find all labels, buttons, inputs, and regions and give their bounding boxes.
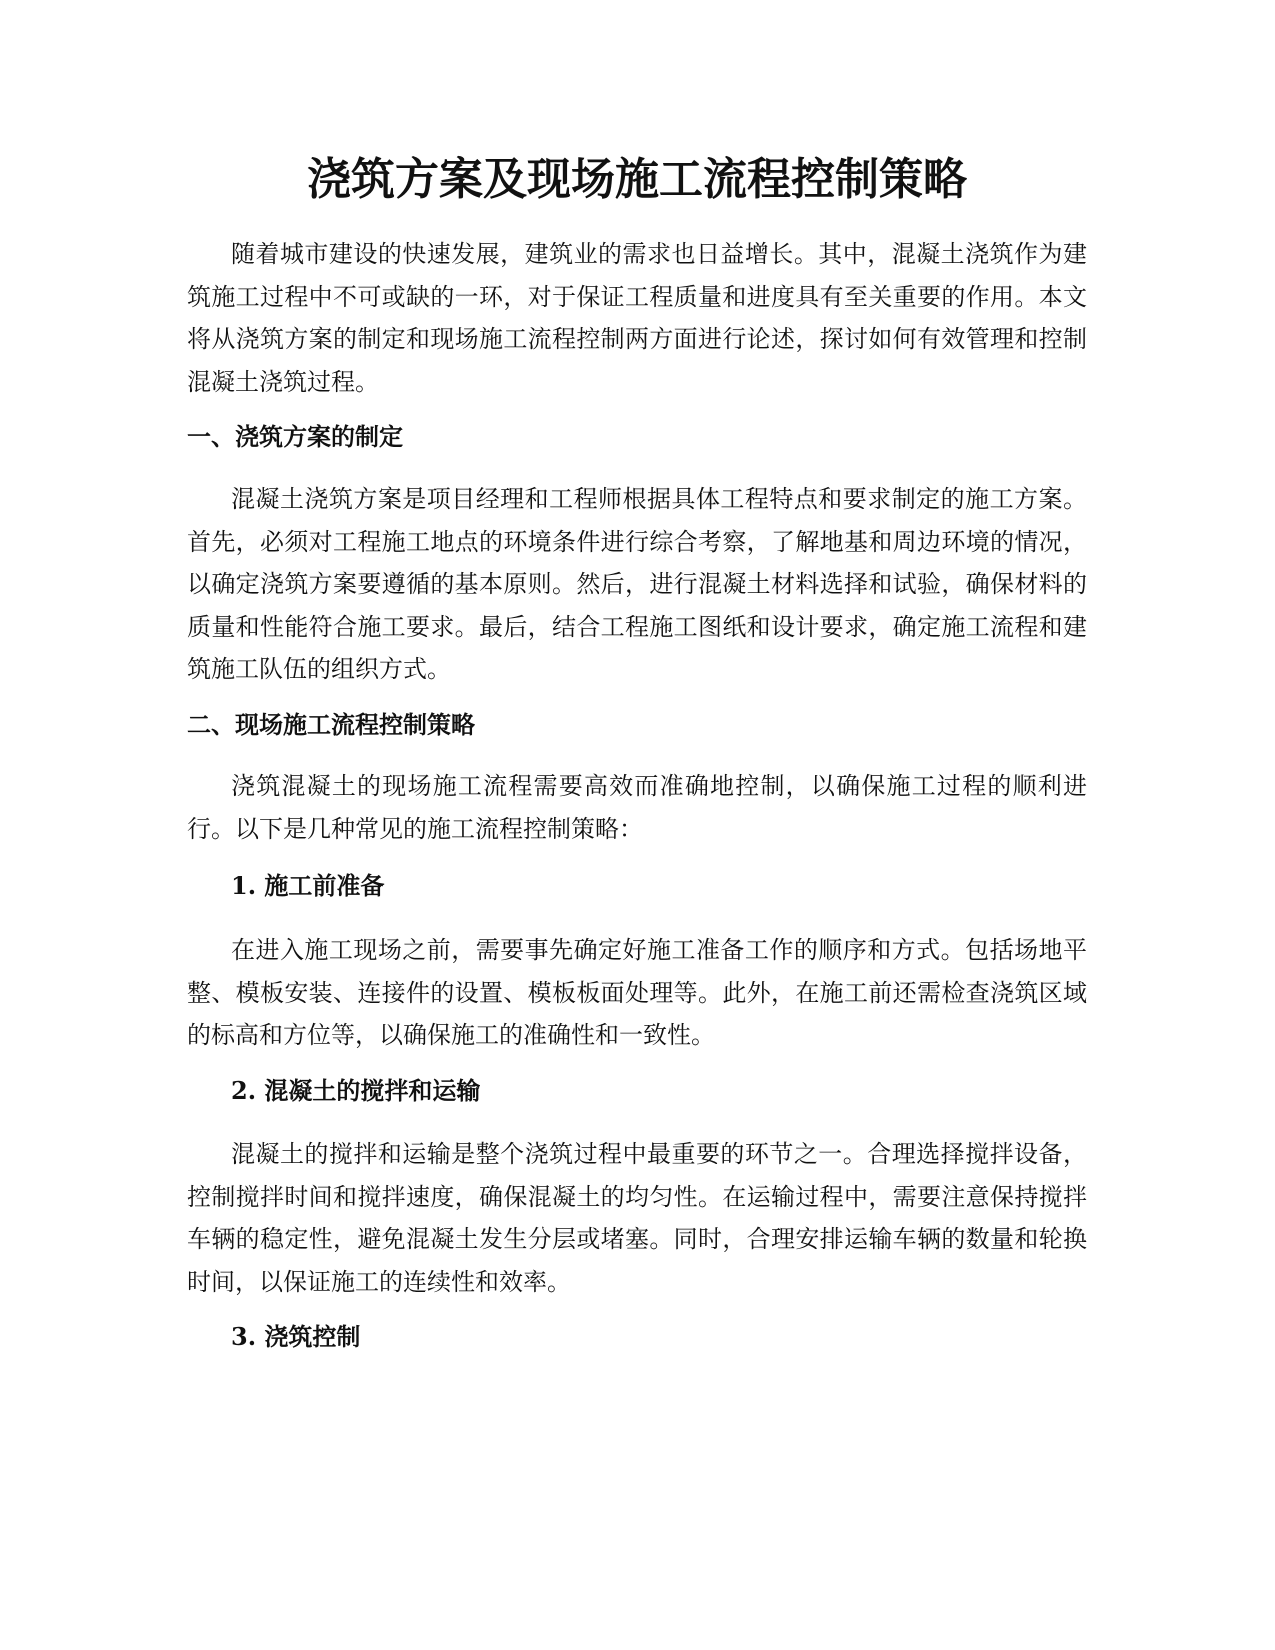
- subheading-mixing-transport: 2. 混凝土的搅拌和运输: [231, 1076, 481, 1105]
- section-heading-control: 二、现场施工流程控制策略: [187, 711, 475, 739]
- section-plan-paragraph: 混凝土浇筑方案是项目经理和工程师根据具体工程特点和要求制定的施工方案。首先，必须对工程施工地点的环境条件进行综合考察，了解地基和周边环境的情况，以确定浇筑方案要遵循的基本原则。然后，进行混凝土材料选择和试验，确保材料的质量和性能符合施工要求。最后，结合工程施工图纸和设计要求，确定施工流程和建筑施工队伍的组织方式。: [187, 485, 1087, 683]
- subheading-pouring-control: 3. 浇筑控制: [231, 1322, 361, 1351]
- intro-paragraph: 随着城市建设的快速发展，建筑业的需求也日益增长。其中，混凝土浇筑作为建筑施工过程中不可或缺的一环，对于保证工程质量和进度具有至关重要的作用。本文将从浇筑方案的制定和现场施工流程控制两方面进行论述，探讨如何有效管理和控制混凝土浇筑过程。: [187, 240, 1087, 396]
- section-control-paragraph: 浇筑混凝土的现场施工流程需要高效而准确地控制，以确保施工过程的顺利进行。以下是几种常见的施工流程控制策略：: [187, 772, 1087, 843]
- section-heading-plan: 一、浇筑方案的制定: [187, 423, 403, 451]
- subheading-preparation: 1. 施工前准备: [231, 871, 385, 900]
- preparation-paragraph: 在进入施工现场之前，需要事先确定好施工准备工作的顺序和方式。包括场地平整、模板安装、连接件的设置、模板板面处理等。此外，在施工前还需检查浇筑区域的标高和方位等，以确保施工的准确性和一致性。: [187, 936, 1087, 1049]
- document-title: 浇筑方案及现场施工流程控制策略: [307, 154, 967, 205]
- mixing-transport-paragraph: 混凝土的搅拌和运输是整个浇筑过程中最重要的环节之一。合理选择搅拌设备，控制搅拌时间和搅拌速度，确保混凝土的均匀性。在运输过程中，需要注意保持搅拌车辆的稳定性，避免混凝土发生分层或堵塞。同时，合理安排运输车辆的数量和轮换时间，以保证施工的连续性和效率。: [187, 1140, 1087, 1296]
